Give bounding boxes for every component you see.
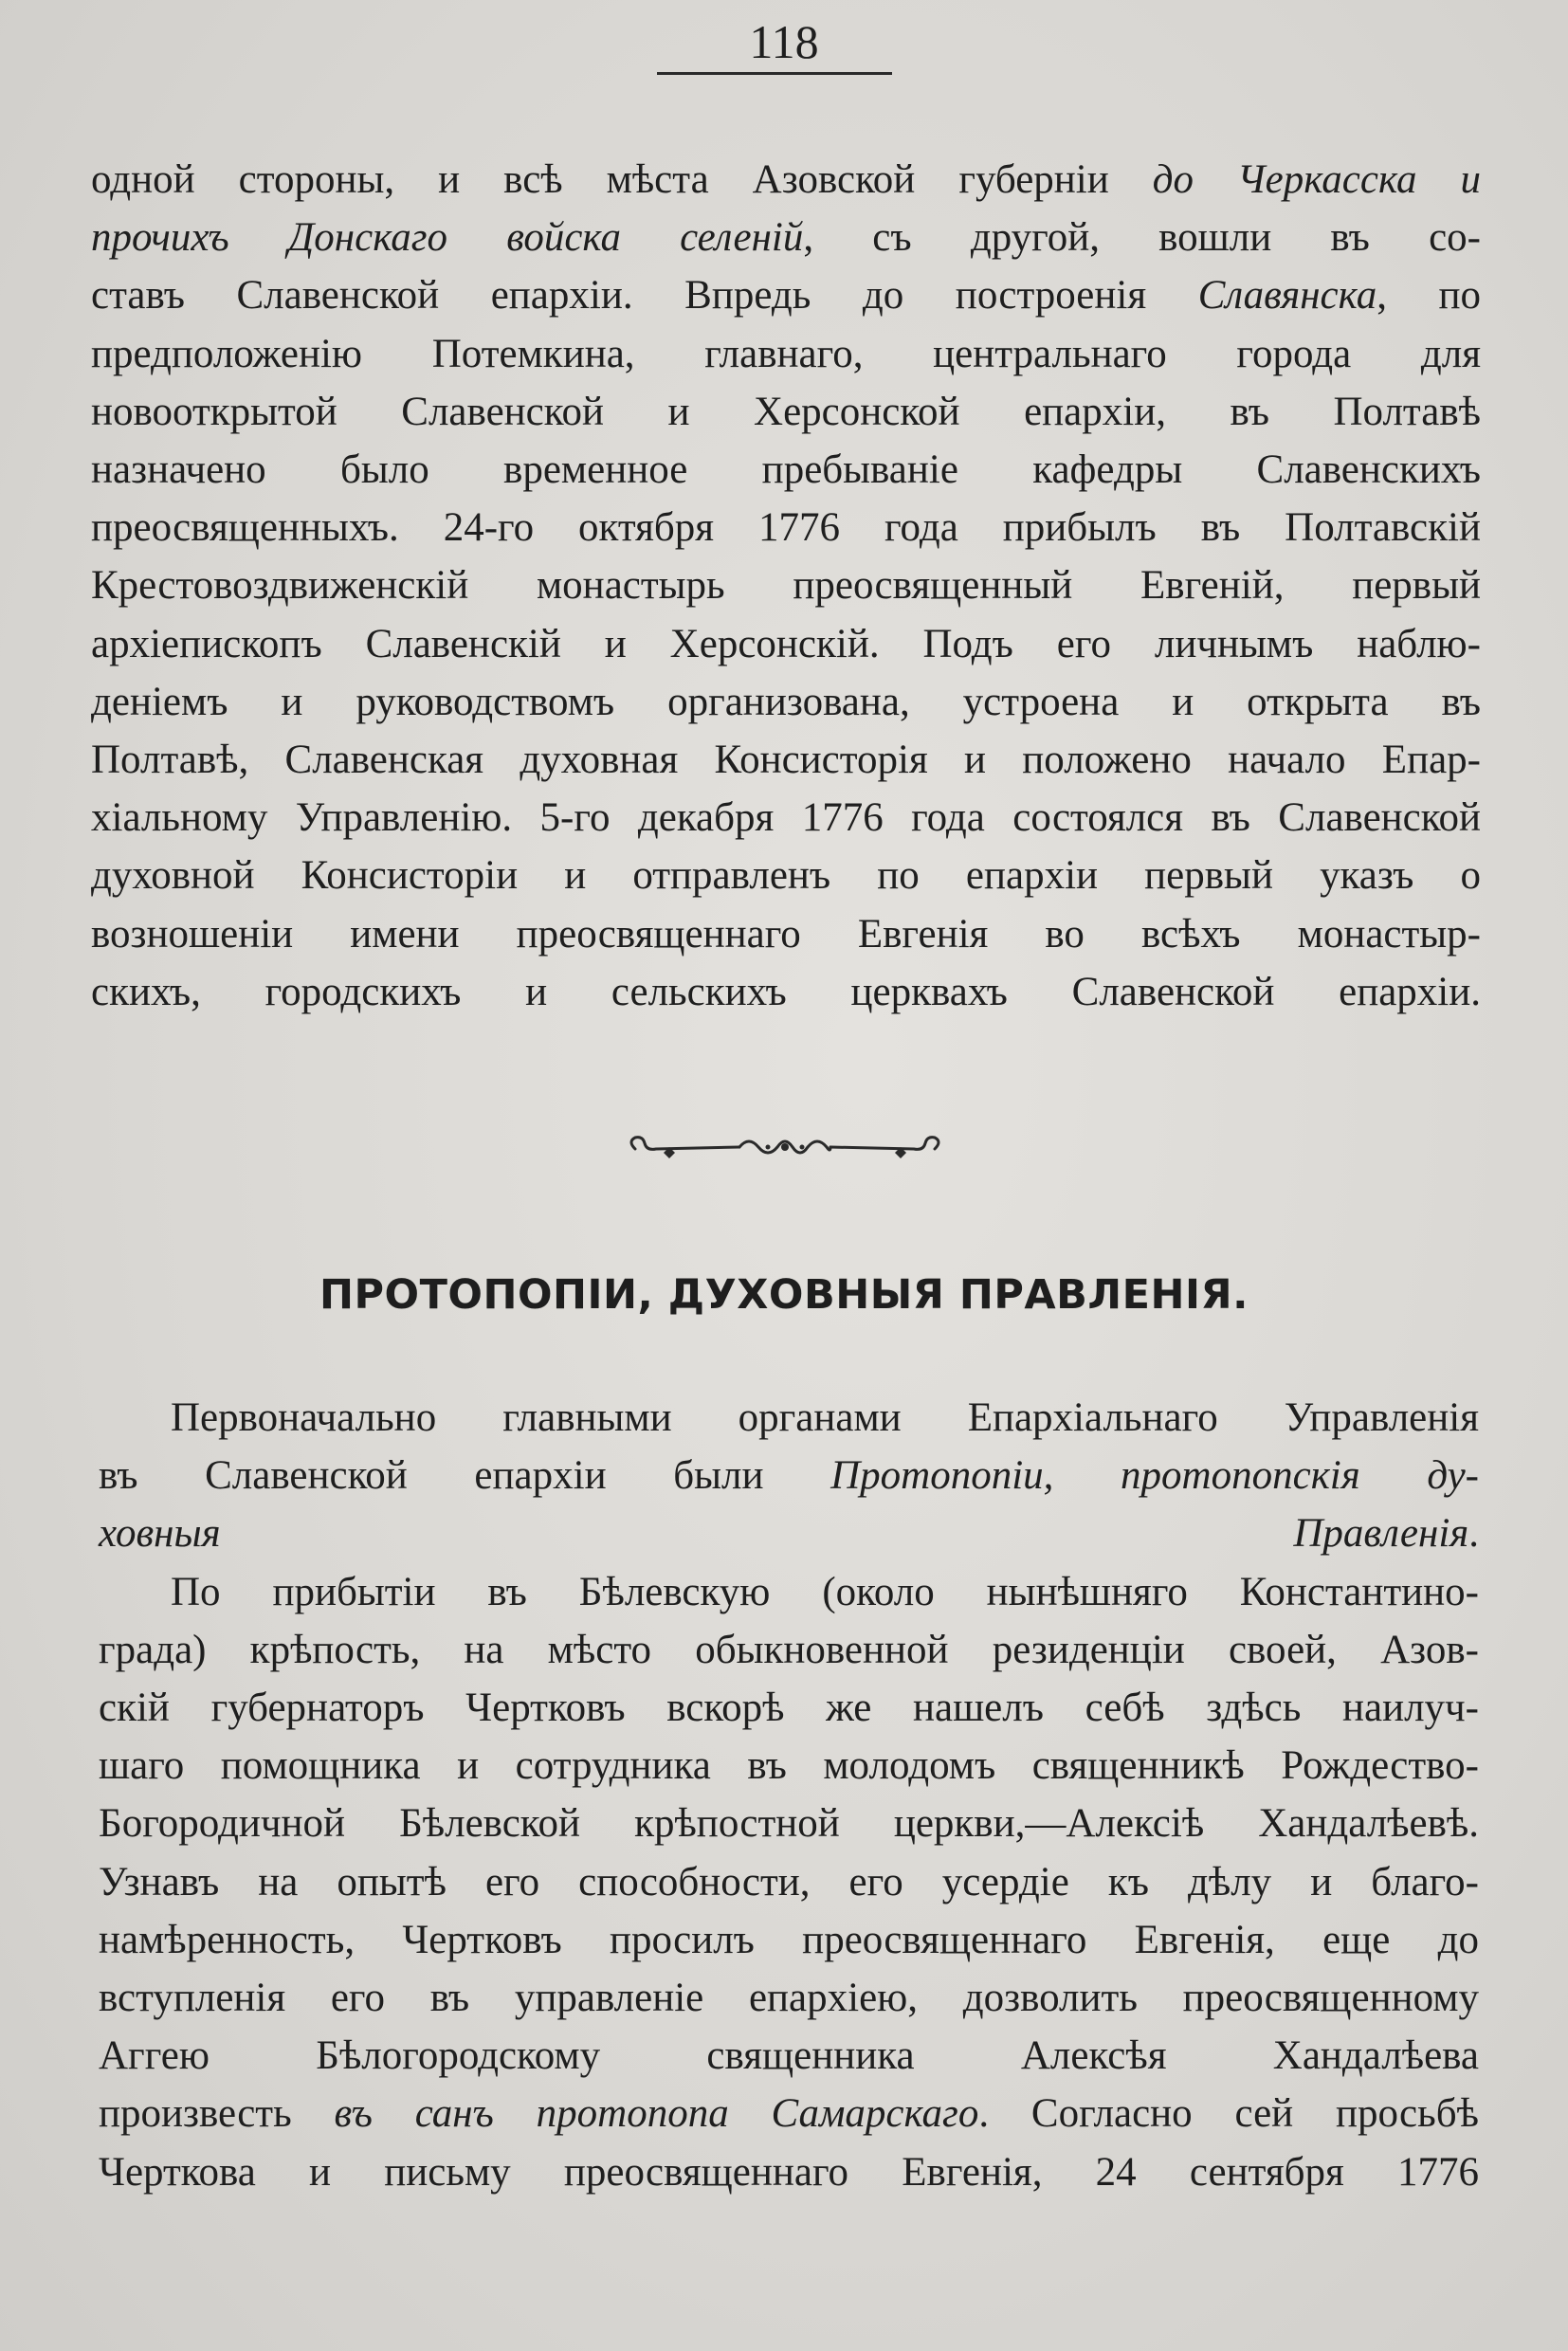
text-line-content [99,1918,1479,1962]
text-line-content [99,2033,1479,2078]
italic-text-segment: въ санъ протопопа Самарскаго [334,2091,979,2136]
text-line [99,1505,1479,1562]
text-segment: скій губернаторъ Чертковъ вскорѣ же нашелъ себѣ здѣсь наилуч- [99,1686,1479,1730]
text-line-content [99,1686,1479,1730]
text-segment: Аггею Бѣлогородскому священника Алексѣя Хандалѣева [99,2033,1479,2078]
text-line [99,1912,1479,1969]
text-line-content [99,1860,1479,1904]
text-line [99,1738,1479,1795]
text-line-content [99,1976,1479,2020]
italic-text-segment: прочихъ Донскаго войска селеній [91,215,804,260]
text-segment: вступленія его въ управленіе епархіею, дозволить преосвященному [99,1976,1479,2020]
text-line [99,2086,1479,2142]
text-segment: произвесть [99,2091,335,2136]
text-line [99,1854,1479,1911]
text-segment: града) крѣпость, на мѣсто обыкновенной резиденціи своей, Азов- [99,1628,1479,1672]
text-line [91,557,1481,614]
text-segment: По прибытіи въ Бѣлевскую (около нынѣшняго Константино- [171,1570,1479,1614]
text-line [99,1448,1479,1504]
text-segment: шаго помощника и сотрудника въ молодомъ священникѣ Рождество- [99,1743,1479,1788]
text-line [91,267,1481,324]
text-segment: назначено было временное пребываніе кафедры Славенскихъ [91,447,1481,492]
text-line [91,732,1481,789]
text-line-content [91,157,1481,202]
text-line-content [99,1511,1479,1556]
text-segment: . [1468,1511,1479,1556]
page-number: 118 [749,15,819,68]
text-segment: возношеніи имени преосвященнаго Евгенія во всѣхъ монастыр- [91,912,1481,957]
section-heading: ПРОТОПОПІИ, ДУХОВНЫЯ ПРАВЛЕНІЯ. [319,1271,1249,1319]
italic-text-segment: до Черкасска и [1152,157,1481,202]
text-segment: деніемъ и руководствомъ организована, устроена и открыта въ [91,680,1481,724]
text-line-content [99,2091,1479,2136]
text-line [91,210,1481,266]
text-line-content [91,970,1481,1014]
text-line [91,847,1481,904]
text-segment: хіальному Управленію. 5-го декабря 1776 года состоялся въ Славенской [91,795,1481,840]
text-line [91,442,1481,499]
text-segment: новооткрытой Славенской и Херсонской епархіи, въ Полтавѣ [91,390,1481,434]
text-line-content [91,505,1481,550]
text-line-content [171,1570,1479,1614]
text-segment: , съ другой, вошли въ со- [803,215,1481,260]
text-line [99,2144,1479,2201]
text-line [99,1970,1479,2027]
text-segment: духовной Консисторіи и отправленъ по епархіи первый указъ о [91,853,1481,898]
text-line-content [91,622,1481,666]
text-line-content [91,795,1481,840]
text-line [171,1564,1479,1621]
text-line [91,500,1481,556]
text-line [91,152,1481,209]
text-line-content [91,447,1481,492]
text-segment: . Согласно сей просьбѣ [978,2091,1479,2136]
text-segment: Узнавъ на опытѣ его способности, его усердіе къ дѣлу и благо- [99,1860,1479,1904]
text-line-content [99,1801,1479,1846]
text-line-content [91,563,1481,608]
text-segment: Богородичной Бѣлевской крѣпостной церкви,—Алексіѣ Хандалѣевѣ. [99,1801,1479,1846]
text-line-content [99,1453,1479,1498]
text-line [91,384,1481,441]
text-line [171,1390,1479,1447]
text-line-content [99,1628,1479,1672]
italic-text-segment: ховныя Правленія [99,1511,1469,1556]
ornament-divider [626,1128,944,1166]
text-line [99,1795,1479,1852]
text-line [99,2028,1479,2085]
text-segment: архіепископъ Славенскій и Херсонскій. Подъ его личнымъ наблю- [91,622,1481,666]
text-line-content [91,273,1481,318]
text-line-content [91,215,1481,260]
page-number-rule [657,72,892,75]
text-line [91,790,1481,847]
text-segment: , по [1377,273,1482,318]
italic-text-segment: Славянска [1197,273,1377,318]
text-line-content [91,390,1481,434]
text-line-content [99,2150,1479,2195]
text-segment: Полтавѣ, Славенская духовная Консисторія и положено начало Епар- [91,738,1481,782]
text-line-content [91,332,1481,376]
text-line-content [91,853,1481,898]
text-line-content [171,1395,1479,1440]
text-line [91,326,1481,383]
text-line [91,964,1481,1021]
text-segment: ставъ Славенской епархіи. Впредь до построенія [91,273,1198,318]
text-segment: Крестовоздвиженскій монастырь преосвященный Евгеній, первый [91,563,1481,608]
text-segment: намѣренность, Чертковъ просилъ преосвященнаго Евгенія, еще до [99,1918,1479,1962]
text-segment: одной стороны, и всѣ мѣста Азовской губерніи [91,157,1153,202]
text-line [91,616,1481,673]
text-segment: въ Славенской епархіи были [99,1453,831,1498]
text-segment: преосвященныхъ. 24-го октября 1776 года прибылъ въ Полтавскій [91,505,1481,550]
text-segment: скихъ, городскихъ и сельскихъ церквахъ Славенской епархіи. [91,970,1481,1014]
text-line [91,674,1481,731]
text-line-content [99,1743,1479,1788]
text-line-content [91,738,1481,782]
text-segment: предположенію Потемкина, главнаго, центральнаго города для [91,332,1481,376]
text-segment: Первоначально главными органами Епархіальнаго Управленія [171,1395,1479,1440]
italic-text-segment: Протопопіи, протопопскія ду- [830,1453,1479,1498]
text-line-content [91,680,1481,724]
text-line [91,906,1481,963]
text-line [99,1680,1479,1737]
text-line [99,1622,1479,1679]
text-segment: Черткова и письму преосвященнаго Евгенія, 24 сентября 1776 [99,2150,1479,2195]
text-line-content [91,912,1481,957]
